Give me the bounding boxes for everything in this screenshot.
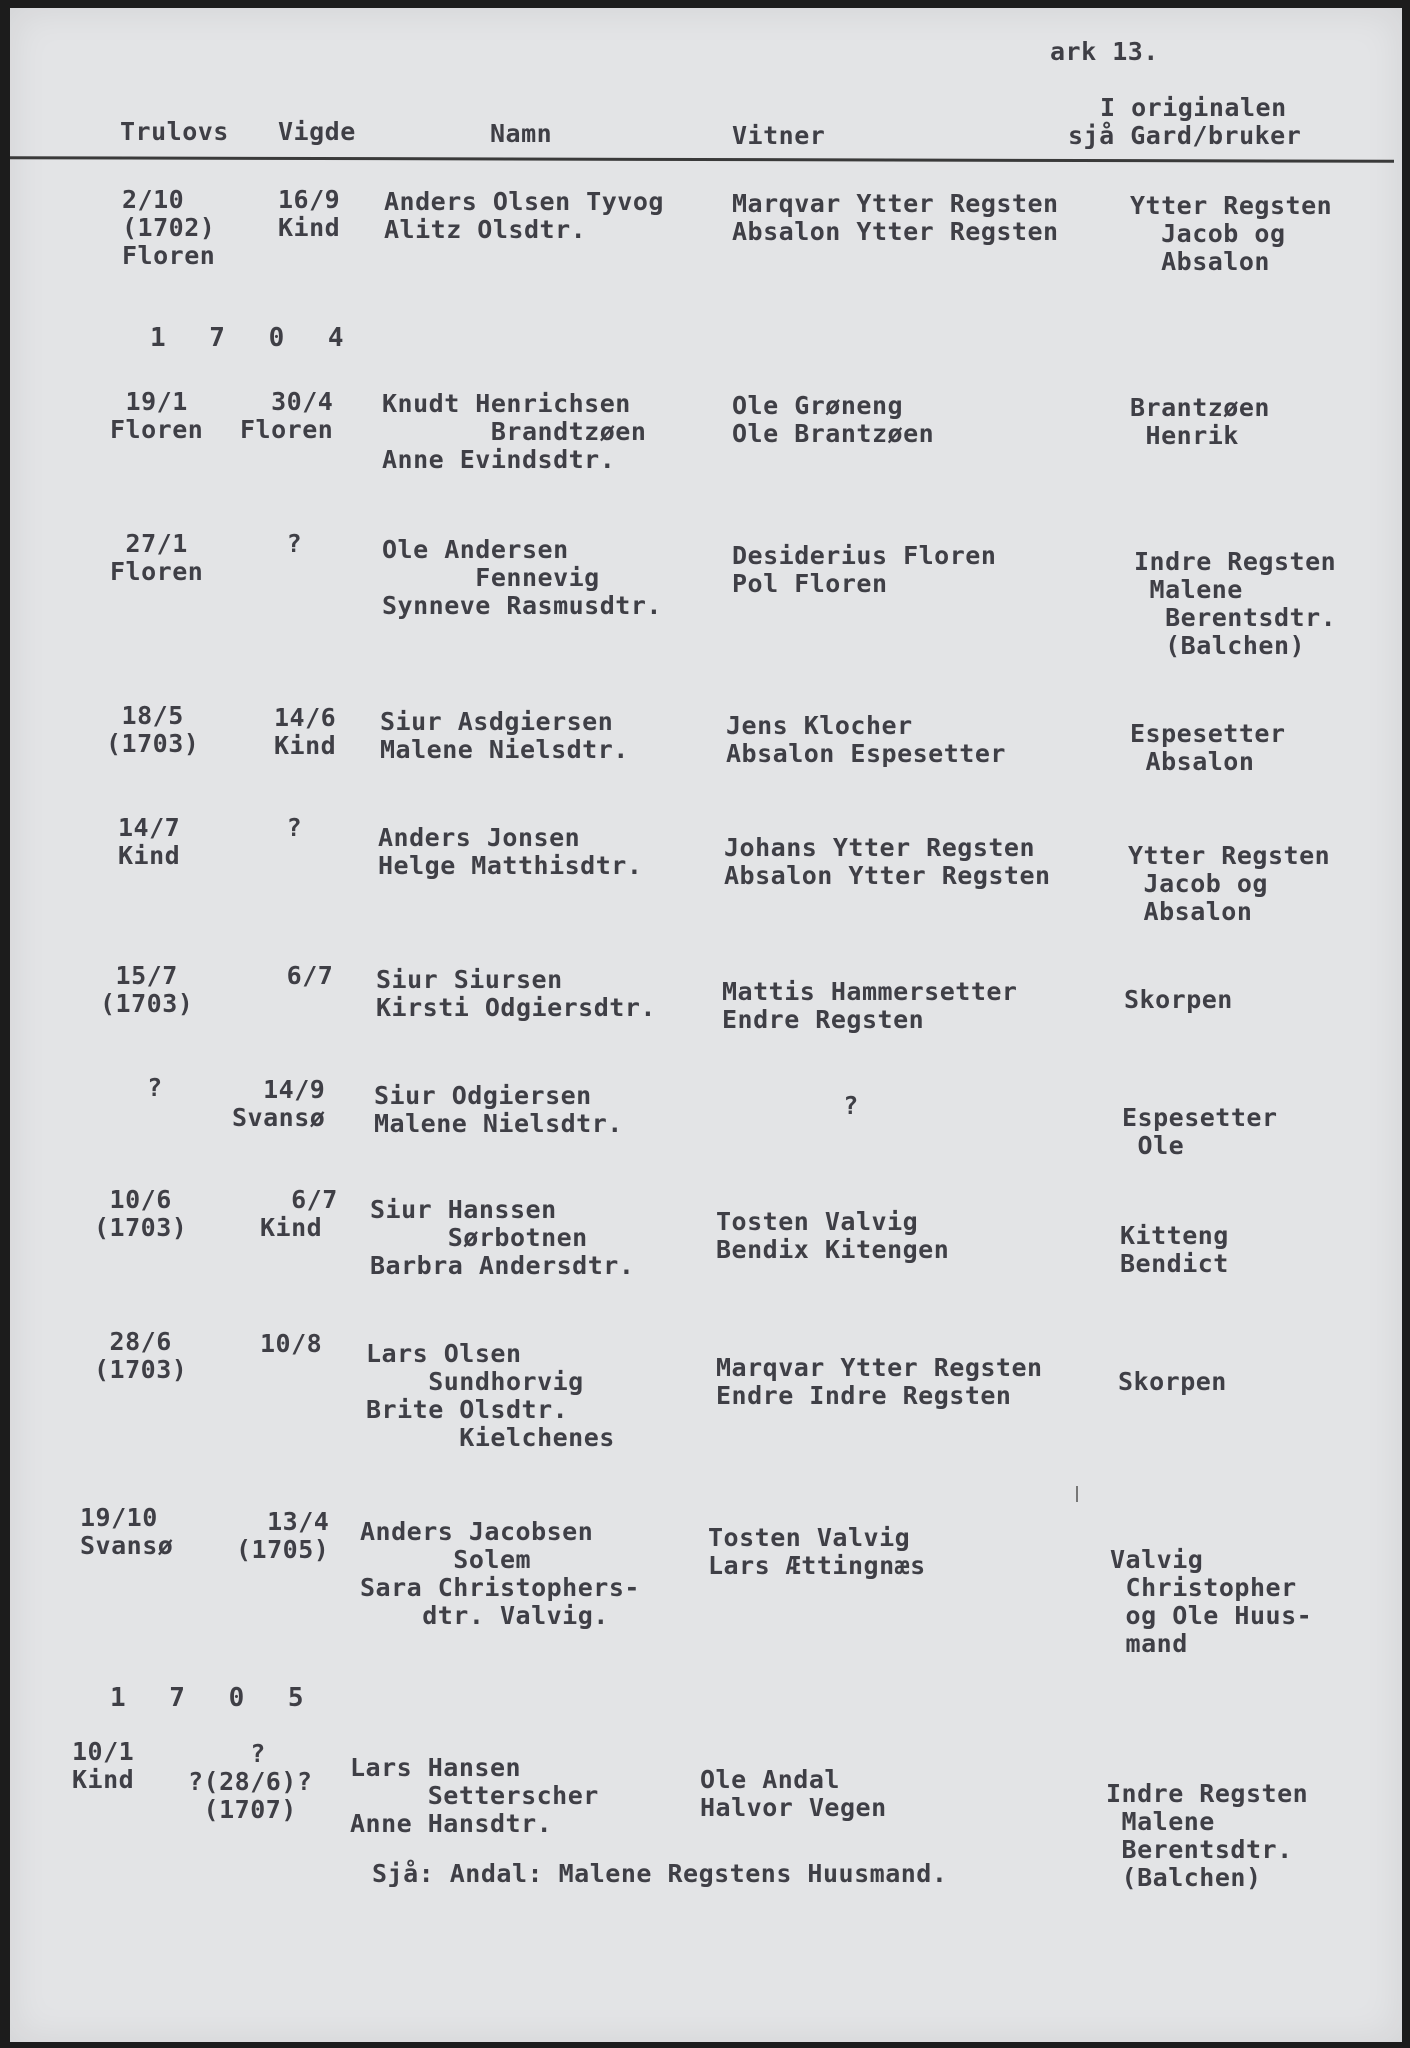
vigde-line: (1707) (188, 1795, 297, 1824)
namn-line: Lars Olsen (366, 1339, 522, 1368)
gard-line: og Ole Huus- (1110, 1601, 1313, 1630)
namn-line: Malene Nielsdtr. (374, 1109, 623, 1138)
vitner-line: Pol Floren (732, 569, 888, 598)
header-vitner: Vitner (732, 121, 826, 150)
vigde-line: 13/4 (236, 1507, 330, 1536)
vigde-line: Kind (260, 1213, 323, 1242)
trulovs-line: 10/6 (94, 1185, 172, 1214)
trulovs-line: 18/5 (106, 701, 184, 730)
trulovs-line: 10/1 (72, 1737, 135, 1766)
gard-line: Kitteng (1120, 1221, 1229, 1250)
section-year-1705: 1 7 0 5 (110, 1683, 318, 1713)
gard-line: Skorpen (1124, 985, 1233, 1014)
vigde-line: 30/4 (240, 387, 334, 416)
trulovs-cell (72, 1738, 134, 1794)
vigde-cell (274, 704, 336, 760)
vitner-cell (726, 712, 1006, 768)
vitner-cell (724, 834, 1051, 890)
vitner-line: Halvor Vegen (700, 1793, 887, 1822)
trulovs-cell (94, 1328, 187, 1384)
gard-line: Jacob og (1128, 869, 1268, 898)
vitner-line: Mattis Hammersetter (722, 977, 1018, 1006)
vigde-line: 6/7 (240, 961, 334, 990)
namn-line: Sørbotnen (370, 1223, 588, 1252)
header-namn: Namn (490, 119, 553, 148)
vigde-cell (188, 1740, 312, 1824)
namn-line: Siur Odgiersen (374, 1081, 592, 1110)
trulovs-cell (110, 388, 203, 444)
vigde-cell (240, 962, 333, 990)
vitner-cell (700, 1738, 887, 1822)
vigde-line: Floren (240, 415, 334, 444)
vitner-line: Marqvar Ytter Regsten (716, 1353, 1043, 1382)
vitner-cell (716, 1326, 1043, 1410)
gard-cell (1128, 842, 1330, 926)
trulovs-cell (110, 530, 203, 586)
namn-line: Fennevig (382, 563, 600, 592)
vigde-cell (240, 814, 302, 842)
trulovs-line: Floren (122, 241, 216, 270)
gard-cell (1106, 1752, 1308, 1892)
trulovs-cell (100, 962, 193, 1018)
cross-reference-note: Sjå: Andal: Malene Regstens Huusmand. (372, 1859, 948, 1888)
header-original-line1: I originalen (1100, 93, 1287, 122)
vigde-cell (278, 186, 340, 242)
vigde-line: Svansø (232, 1103, 326, 1132)
gard-line: Jacob og (1130, 219, 1286, 248)
gard-cell (1110, 1518, 1312, 1658)
vigde-line: ?(28/6)? (188, 1767, 313, 1796)
sheet-label: ark 13. (1050, 37, 1159, 66)
vigde-cell (232, 1076, 325, 1132)
gard-line: (Balchen) (1106, 1863, 1262, 1892)
header-original-line2: sjå Gard/bruker (1068, 121, 1302, 150)
trulovs-line: 19/10 (80, 1503, 158, 1532)
vitner-line: Desiderius Floren (732, 541, 997, 570)
header-vigde: Vigde (278, 117, 356, 146)
namn-line: Helge Matthisdtr. (378, 851, 643, 880)
namn-line: Sundhorvig (366, 1367, 584, 1396)
trulovs-cell (118, 814, 180, 870)
namn-cell (384, 188, 664, 244)
trulovs-line: Floren (110, 557, 204, 586)
vigde-line: 16/9 (278, 185, 341, 214)
namn-line: Solem (360, 1545, 532, 1574)
gard-line: Brantzøen (1130, 393, 1270, 422)
trulovs-line: (1703) (94, 1213, 188, 1242)
gard-line: mand (1110, 1629, 1188, 1658)
namn-line: Siur Asdgiersen (380, 707, 614, 736)
namn-line: Anders Jonsen (378, 823, 581, 852)
vitner-line: Bendix Kitengen (716, 1235, 950, 1264)
namn-line: Anne Evindsdtr. (382, 445, 616, 474)
namn-cell (382, 390, 646, 474)
gard-line: Christopher (1110, 1573, 1297, 1602)
gard-line: Valvig (1110, 1545, 1204, 1574)
namn-cell (374, 1082, 623, 1138)
trulovs-line: 28/6 (94, 1327, 172, 1356)
namn-line: Malene Nielsdtr. (380, 735, 629, 764)
vigde-line: Kind (278, 213, 341, 242)
vigde-cell (240, 388, 333, 444)
trulovs-line: Svansø (80, 1531, 174, 1560)
gard-line: Espesetter (1122, 1103, 1278, 1132)
trulovs-line: 27/1 (110, 529, 188, 558)
namn-cell (360, 1518, 640, 1630)
gard-cell (1130, 394, 1270, 450)
header-rule (10, 156, 1394, 163)
namn-line: Anders Jacobsen (360, 1517, 594, 1546)
trulovs-line: Kind (118, 841, 181, 870)
namn-line: Kielchenes (366, 1423, 615, 1452)
namn-cell (350, 1754, 599, 1838)
trulovs-line: (1702) (122, 213, 216, 242)
vigde-line: ? (240, 529, 303, 558)
namn-cell (382, 536, 662, 620)
gard-cell (1134, 548, 1336, 660)
gard-line: Skorpen (1118, 1367, 1227, 1396)
gard-line: Berentsdtr. (1106, 1835, 1293, 1864)
namn-line: Alitz Olsdtr. (384, 215, 587, 244)
gard-cell (1122, 1076, 1278, 1160)
vigde-line: ? (188, 1739, 266, 1768)
gard-cell (1118, 1340, 1227, 1396)
namn-cell (378, 824, 642, 880)
vitner-line: Absalon Ytter Regsten (724, 861, 1051, 890)
gard-line: Ytter Regsten (1128, 841, 1331, 870)
trulovs-line: 15/7 (100, 961, 178, 990)
vitner-line: Absalon Ytter Regsten (732, 217, 1059, 246)
vigde-line: 14/9 (232, 1075, 326, 1104)
trulovs-line: (1703) (94, 1355, 188, 1384)
namn-line: Siur Hanssen (370, 1195, 557, 1224)
namn-line: Sara Christophers- (360, 1573, 640, 1602)
trulovs-line: ? (116, 1073, 163, 1102)
gard-cell (1120, 1194, 1229, 1278)
trulovs-cell (116, 1074, 163, 1102)
trulovs-cell (94, 1186, 187, 1242)
vitner-cell (708, 1524, 926, 1580)
namn-cell (380, 708, 629, 764)
namn-line: Synneve Rasmusdtr. (382, 591, 662, 620)
vitner-line: Endre Regsten (722, 1005, 925, 1034)
vigde-line: ? (240, 813, 303, 842)
gard-line: Indre Regsten (1134, 547, 1337, 576)
gard-line: (Balchen) (1134, 631, 1306, 660)
vitner-line: Jens Klocher (726, 711, 913, 740)
vitner-line: Tosten Valvig (716, 1207, 919, 1236)
namn-cell (370, 1196, 634, 1280)
vitner-line: Tosten Valvig (708, 1523, 911, 1552)
gard-cell (1130, 192, 1332, 276)
namn-line: Lars Hansen (350, 1753, 522, 1782)
trulovs-cell (122, 186, 215, 270)
vitner-line: Johans Ytter Regsten (724, 833, 1036, 862)
trulovs-line: (1703) (106, 729, 200, 758)
vitner-line: Ole Grøneng (732, 391, 904, 420)
namn-line: dtr. Valvig. (360, 1601, 609, 1630)
document-page (10, 8, 1402, 2042)
namn-cell (366, 1340, 615, 1452)
gard-line: Berentsdtr. (1134, 603, 1337, 632)
vitner-line: Marqvar Ytter Regsten (732, 189, 1059, 218)
vitner-cell (750, 1064, 859, 1120)
gard-line: Espesetter (1130, 719, 1286, 748)
gard-line: Absalon (1130, 747, 1255, 776)
vigde-cell (236, 1508, 329, 1564)
trulovs-line: 14/7 (118, 813, 181, 842)
gard-line: Absalon (1128, 897, 1253, 926)
vitner-line: Ole Andal (700, 1765, 840, 1794)
vitner-cell (732, 392, 934, 448)
vitner-cell (716, 1180, 949, 1264)
namn-line: Knudt Henrichsen (382, 389, 631, 418)
stray-mark (1076, 1486, 1078, 1502)
vigde-line: 14/6 (274, 703, 337, 732)
gard-line: Henrik (1130, 421, 1239, 450)
trulovs-line: Floren (110, 415, 204, 444)
vitner-line: Absalon Espesetter (726, 739, 1006, 768)
gard-line: Absalon (1130, 247, 1270, 276)
vitner-line: Endre Indre Regsten (716, 1381, 1012, 1410)
namn-line: Brandtzøen (382, 417, 647, 446)
trulovs-line: 19/1 (110, 387, 188, 416)
namn-line: Brite Olsdtr. (366, 1395, 569, 1424)
vigde-line: Kind (274, 731, 337, 760)
vigde-line: 6/7 (260, 1185, 338, 1214)
vitner-line: Ole Brantzøen (732, 419, 935, 448)
gard-line: Indre Regsten (1106, 1779, 1309, 1808)
vigde-line: 10/8 (260, 1329, 323, 1358)
namn-line: Barbra Andersdtr. (370, 1251, 635, 1280)
trulovs-cell (106, 702, 199, 758)
namn-line: Anne Hansdtr. (350, 1809, 553, 1838)
header-trulovs: Trulovs (120, 117, 229, 146)
namn-line: Kirsti Odgiersdtr. (376, 993, 656, 1022)
namn-line: Setterscher (350, 1781, 599, 1810)
vigde-cell (260, 1186, 338, 1242)
vitner-cell (722, 978, 1017, 1034)
vitner-line: Lars Ættingnæs (708, 1551, 926, 1580)
vitner-line: ? (750, 1091, 859, 1120)
gard-line: Ytter Regsten (1130, 191, 1333, 220)
gard-cell (1124, 986, 1233, 1014)
trulovs-line: (1703) (100, 989, 194, 1018)
gard-line: Bendict (1120, 1249, 1229, 1278)
gard-line: Malene (1134, 575, 1243, 604)
vigde-cell (260, 1330, 322, 1358)
namn-cell (376, 966, 656, 1022)
namn-line: Ole Andersen (382, 535, 569, 564)
vitner-cell (732, 542, 996, 598)
namn-line: Siur Siursen (376, 965, 563, 994)
vitner-cell (732, 190, 1059, 246)
trulovs-cell (80, 1504, 173, 1560)
namn-line: Anders Olsen Tyvog (384, 187, 664, 216)
gard-line: Ole (1122, 1131, 1185, 1160)
trulovs-line: Kind (72, 1765, 135, 1794)
vigde-line: (1705) (236, 1535, 330, 1564)
gard-line: Malene (1106, 1807, 1215, 1836)
vigde-cell (240, 530, 302, 558)
trulovs-line: 2/10 (122, 185, 185, 214)
gard-cell (1130, 720, 1286, 776)
section-year-1704: 1 7 0 4 (150, 323, 358, 353)
